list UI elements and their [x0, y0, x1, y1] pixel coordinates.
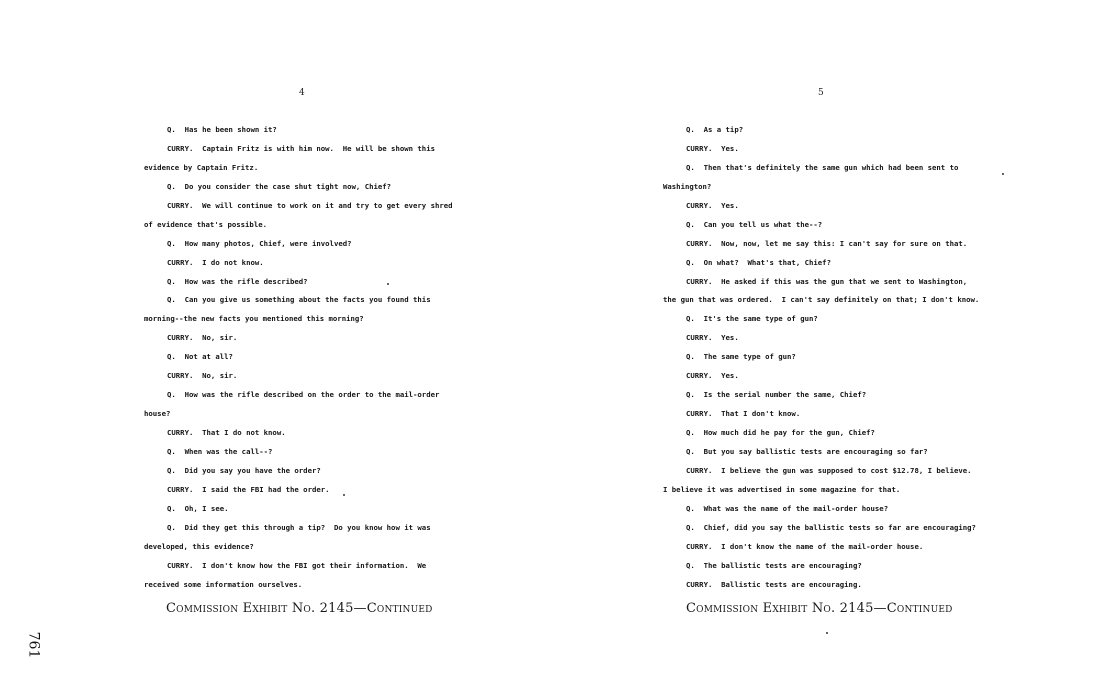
transcript-line: house? [144, 409, 171, 419]
transcript-line: CURRY. No, sir. [167, 371, 238, 381]
transcript-line: received some information ourselves. [144, 579, 303, 589]
transcript-line: Q. Did you say you have the order? [167, 465, 321, 475]
transcript-line: I believe it was advertised in some magazine for that. [663, 484, 901, 494]
transcript-line: Q. The same type of gun? [686, 352, 796, 362]
transcript-line: CURRY. Captain Fritz is with him now. He will be shown this [167, 143, 435, 153]
transcript-line: CURRY. Yes. [686, 333, 739, 343]
transcript-line: Q. How many photos, Chief, were involved? [167, 238, 352, 248]
transcript-line: Q. It's the same type of gun? [686, 314, 818, 324]
transcript-line: Q. But you say ballistic tests are encouraging so far? [686, 446, 928, 456]
transcript-line: Q. Can you give us something about the facts you found this [167, 295, 431, 305]
right-exhibit-caption [686, 601, 953, 616]
transcript-line: CURRY. Yes. [686, 371, 739, 381]
transcript-line: Q. The ballistic tests are encouraging? [686, 560, 862, 570]
transcript-line: evidence by Captain Fritz. [144, 162, 259, 172]
transcript-line: Q. As a tip? [686, 125, 744, 134]
volume-page-number: 761 [25, 631, 42, 659]
transcript-line: CURRY. Ballistic tests are encouraging. [686, 579, 862, 589]
scan-speck [826, 632, 828, 634]
exhibit-number: 2145 [839, 601, 874, 616]
transcript-line: CURRY. Now, now, let me say this: I can't say for sure on that. [686, 238, 968, 248]
transcript-line: CURRY. Yes. [686, 200, 739, 210]
transcript-line: developed, this evidence? [144, 541, 254, 551]
transcript-line: CURRY. No, sir. [167, 333, 238, 343]
right-transcript [663, 121, 1023, 594]
transcript-line: CURRY. I don't know the name of the mail-order house. [686, 541, 924, 551]
scan-speck [387, 283, 389, 285]
transcript-line: CURRY. I believe the gun was supposed to cost $12.78, I believe. [686, 465, 972, 475]
transcript-line: CURRY. I do not know. [167, 257, 264, 267]
exhibit-caption-prefix: Commission Exhibit No. [166, 601, 320, 616]
transcript-line: CURRY. I don't know how the FBI got their information. We [167, 560, 427, 570]
transcript-line: Q. Can you tell us what the--? [686, 219, 823, 229]
transcript-line: Washington? [663, 181, 712, 191]
transcript-line: CURRY. We will continue to work on it and try to get every shred [167, 200, 453, 210]
transcript-line: Q. Not at all? [167, 352, 233, 362]
transcript-line: CURRY. I said the FBI had the order. [167, 484, 330, 494]
transcript-line: Q. Oh, I see. [167, 503, 229, 513]
transcript-line: Q. Then that's definitely the same gun which had been sent to [686, 162, 959, 172]
right-page-number: 5 [818, 88, 824, 98]
transcript-line: CURRY. That I do not know. [167, 428, 286, 437]
left-page-number: 4 [299, 88, 305, 98]
transcript-line: CURRY. He asked if this was the gun that we sent to Washington, [686, 276, 968, 286]
transcript-line: Q. What was the name of the mail-order house? [686, 503, 889, 513]
left-transcript [144, 121, 504, 594]
transcript-line: CURRY. That I don't know. [686, 409, 801, 419]
transcript-line: of evidence that's possible. [144, 219, 268, 229]
transcript-line: CURRY. Yes. [686, 143, 739, 153]
scan-speck [1002, 173, 1004, 175]
transcript-line: Q. How was the rifle described on the order to the mail-order [167, 390, 440, 400]
transcript-line: Q. Did they get this through a tip? Do you know how it was [167, 522, 431, 532]
transcript-line: Q. Chief, did you say the ballistic tests so far are encouraging? [686, 522, 976, 532]
left-exhibit-caption [166, 601, 433, 616]
transcript-line: Q. When was the call--? [167, 446, 273, 456]
transcript-line: Q. Do you consider the case shut tight now, Chief? [167, 181, 392, 191]
transcript-line: Q. How was the rifle described? [167, 276, 308, 286]
transcript-line: Q. Is the serial number the same, Chief? [686, 390, 867, 400]
exhibit-number: 2145 [319, 601, 354, 616]
scan-speck [343, 494, 345, 496]
transcript-line: Q. How much did he pay for the gun, Chief? [686, 428, 875, 437]
transcript-line: Q. Has he been shown it? [167, 125, 277, 134]
transcript-line: Q. On what? What's that, Chief? [686, 257, 831, 267]
exhibit-caption-suffix: —Continued [873, 601, 953, 616]
transcript-line: morning--the new facts you mentioned this morning? [144, 314, 364, 324]
exhibit-caption-suffix: —Continued [353, 601, 433, 616]
exhibit-caption-prefix: Commission Exhibit No. [686, 601, 840, 616]
transcript-line: the gun that was ordered. I can't say definitely on that; I don't know. [663, 295, 980, 305]
